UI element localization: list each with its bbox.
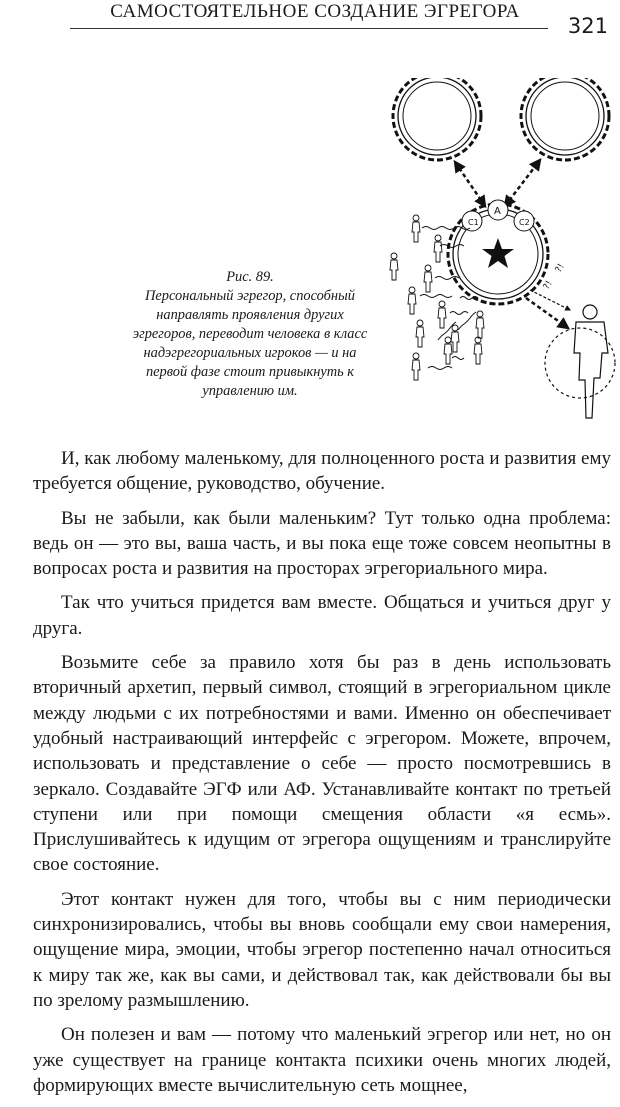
page-number: 321 — [567, 14, 608, 38]
figure-caption — [130, 268, 370, 401]
figure-number: Рис. 89. — [226, 269, 274, 285]
label-a: A — [494, 206, 501, 217]
egregor-circle-right — [521, 78, 609, 160]
egregor-diagram — [380, 78, 620, 428]
figure-caption-text: Персональный эгрегор, способный направлять проявления других эгрегоров, переводит человека в класс надэгрегориальных игроков — и на первой фазе стоит привыкнуть к управлению им. — [132, 288, 368, 399]
body-text — [33, 446, 611, 1107]
arrow-to-human — [526, 298, 568, 328]
egregor-circle-left — [393, 78, 481, 160]
paragraph: Он полезен и вам — потому что маленький эгрегор или нет, но он уже существует на границе контакта психики очень многих людей, формирующих вместе вычислительную сеть мощнее, — [33, 1024, 611, 1096]
paragraph: Этот контакт нужен для того, чтобы вы с ним периодически синхронизировались, чтобы вы вновь сообщали ему свои намерения, ощущение мира, эмоции, чтобы эгрегор постепенно начал относиться к миру так же, как вы сами, и действовал так, как действовали бы вы по зрелому размышлению. — [33, 888, 611, 1011]
label-c1: C1 — [468, 218, 479, 227]
label-c2: C2 — [519, 218, 530, 227]
question-mark-1: ?! — [553, 262, 567, 275]
question-mark-2: ?! — [541, 279, 555, 292]
paragraph: Возьмите себе за правило хотя бы раз в день использовать вторичный архетип, первый символ, стоящий в эгрегориальном цикле между людьми с их потребностями и вами. Именно он обеспечивает удобный настраивающий интерфейс с эгрегором. Можете, впрочем, использовать и представление о себе — просто посмотревшись в зеркало. Создавайте ЭГФ или АФ. Устанавливайте контакт по третьей ступени или при помощи смещения области «я есмь». Прислушивайтесь к идущим от эгрегора ощущениям и транслируйте свое состояние. — [33, 652, 611, 876]
arrow-to-human-top — [530, 290, 570, 310]
header-rule — [70, 28, 548, 29]
paragraph: И, как любому маленькому, для полноценного роста и развития ему требуется общение, руководство, обучение. — [33, 448, 611, 495]
arrow-to-right-egregor — [505, 160, 540, 206]
running-title: САМОСТОЯТЕЛЬНОЕ СОЗДАНИЕ ЭГРЕГОРА — [110, 1, 520, 22]
arrow-to-left-egregor — [455, 162, 485, 206]
paragraph: Вы не забыли, как были маленьким? Тут только одна проблема: ведь он — это вы, ваша часть, и вы пока еще тоже совсем неопытны в вопросах роста и развития на просторах эгрегориального мира. — [33, 507, 611, 580]
paragraph: Так что учиться придется вам вместе. Общаться и учиться друг у друга. — [33, 592, 611, 639]
human-figure — [545, 305, 615, 418]
